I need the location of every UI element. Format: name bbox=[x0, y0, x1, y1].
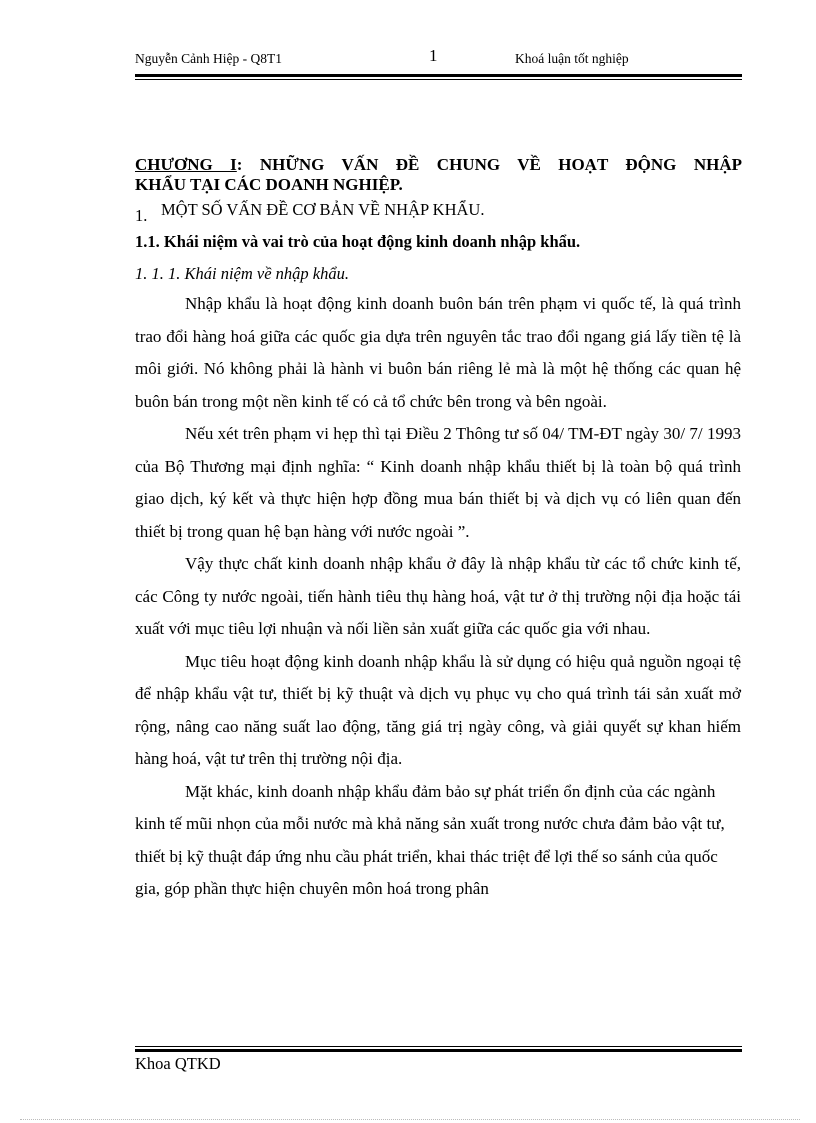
footer-text: Khoa QTKD bbox=[135, 1054, 221, 1073]
body-text bbox=[135, 288, 741, 906]
section-1-1-1-heading: 1. 1. 1. Khái niệm về nhập khẩu. bbox=[135, 264, 350, 283]
header-rule-thin bbox=[135, 79, 742, 80]
footer-rule-thick bbox=[135, 1049, 742, 1052]
section-1-number: 1. bbox=[135, 206, 148, 225]
section-1-1-heading: 1.1. Khái niệm và vai trò của hoạt động kinh doanh nhập khẩu. bbox=[135, 232, 581, 251]
header-page-number: 1 bbox=[429, 46, 438, 65]
chapter-title-line2: KHẨU TẠI CÁC DOANH NGHIỆP. bbox=[135, 175, 403, 194]
page-bottom-divider bbox=[20, 1119, 800, 1120]
chapter-heading bbox=[135, 155, 742, 195]
footer-rule-thin bbox=[135, 1046, 742, 1047]
paragraph: Mặt khác, kinh doanh nhập khẩu đảm bảo sự phát triển ổn định của các ngành kinh tế mũi nhọn của mỗi nước mà khả năng sản xuất trong nước chưa đảm bảo vật tư, thiết bị kỹ thuật đáp ứng nhu cầu phát triển, khai thác triệt để lợi thế so sánh của quốc gia, góp phần thực hiện chuyên môn hoá trong phân bbox=[135, 781, 725, 898]
paragraph: Mục tiêu hoạt động kinh doanh nhập khẩu là sử dụng có hiệu quả nguồn ngoại tệ để nhập khẩu vật tư, thiết bị kỹ thuật và dịch vụ phục vụ cho quá trình tái sản xuất mở rộng, nâng cao năng suất lao động, tăng giá trị ngày công, và giải quyết sự khan hiếm hàng hoá, vật tư trên thị trường nội địa. bbox=[135, 651, 741, 768]
chapter-label: CHƯƠNG I bbox=[135, 155, 237, 174]
page-header bbox=[135, 48, 742, 72]
paragraph: Nhập khẩu là hoạt động kinh doanh buôn bán trên phạm vi quốc tế, là quá trình trao đổi hàng hoá giữa các quốc gia dựa trên nguyên tắc trao đổi ngang giá lấy tiền tệ là môi giới. Nó không phải là hành vi buôn bán riêng lẻ mà là một hệ thống các quan hệ buôn bán trong một nền kinh tế có cả tổ chức bên trong và bên ngoài. bbox=[135, 294, 741, 411]
header-doc-title: Khoá luận tốt nghiệp bbox=[515, 51, 629, 66]
header-rule-thick bbox=[135, 74, 742, 77]
section-1-title: MỘT SỐ VẤN ĐỀ CƠ BẢN VỀ NHẬP KHẨU. bbox=[161, 200, 485, 219]
chapter-title-line1: : NHỮNG VẤN ĐỀ CHUNG VỀ HOẠT ĐỘNG NHẬP bbox=[236, 155, 742, 174]
paragraph: Vậy thực chất kinh doanh nhập khẩu ở đây là nhập khẩu từ các tổ chức kinh tế, các Công ty nước ngoài, tiến hành tiêu thụ hàng hoá, vật tư ở thị trường nội địa hoặc tái xuất với mục tiêu lợi nhuận và nối liền sản xuất giữa các quốc gia với nhau. bbox=[135, 554, 741, 638]
header-author: Nguyễn Cảnh Hiệp - Q8T1 bbox=[135, 51, 282, 66]
paragraph: Nếu xét trên phạm vi hẹp thì tại Điều 2 Thông tư số 04/ TM-ĐT ngày 30/ 7/ 1993 của Bộ Thương mại định nghĩa: “ Kinh doanh nhập khẩu thiết bị là toàn bộ quá trình giao dịch, ký kết và thực hiện hợp đồng mua bán thiết bị và dịch vụ có liên quan đến thiết bị trong quan hệ bạn hàng với nước ngoài ”. bbox=[135, 424, 741, 541]
